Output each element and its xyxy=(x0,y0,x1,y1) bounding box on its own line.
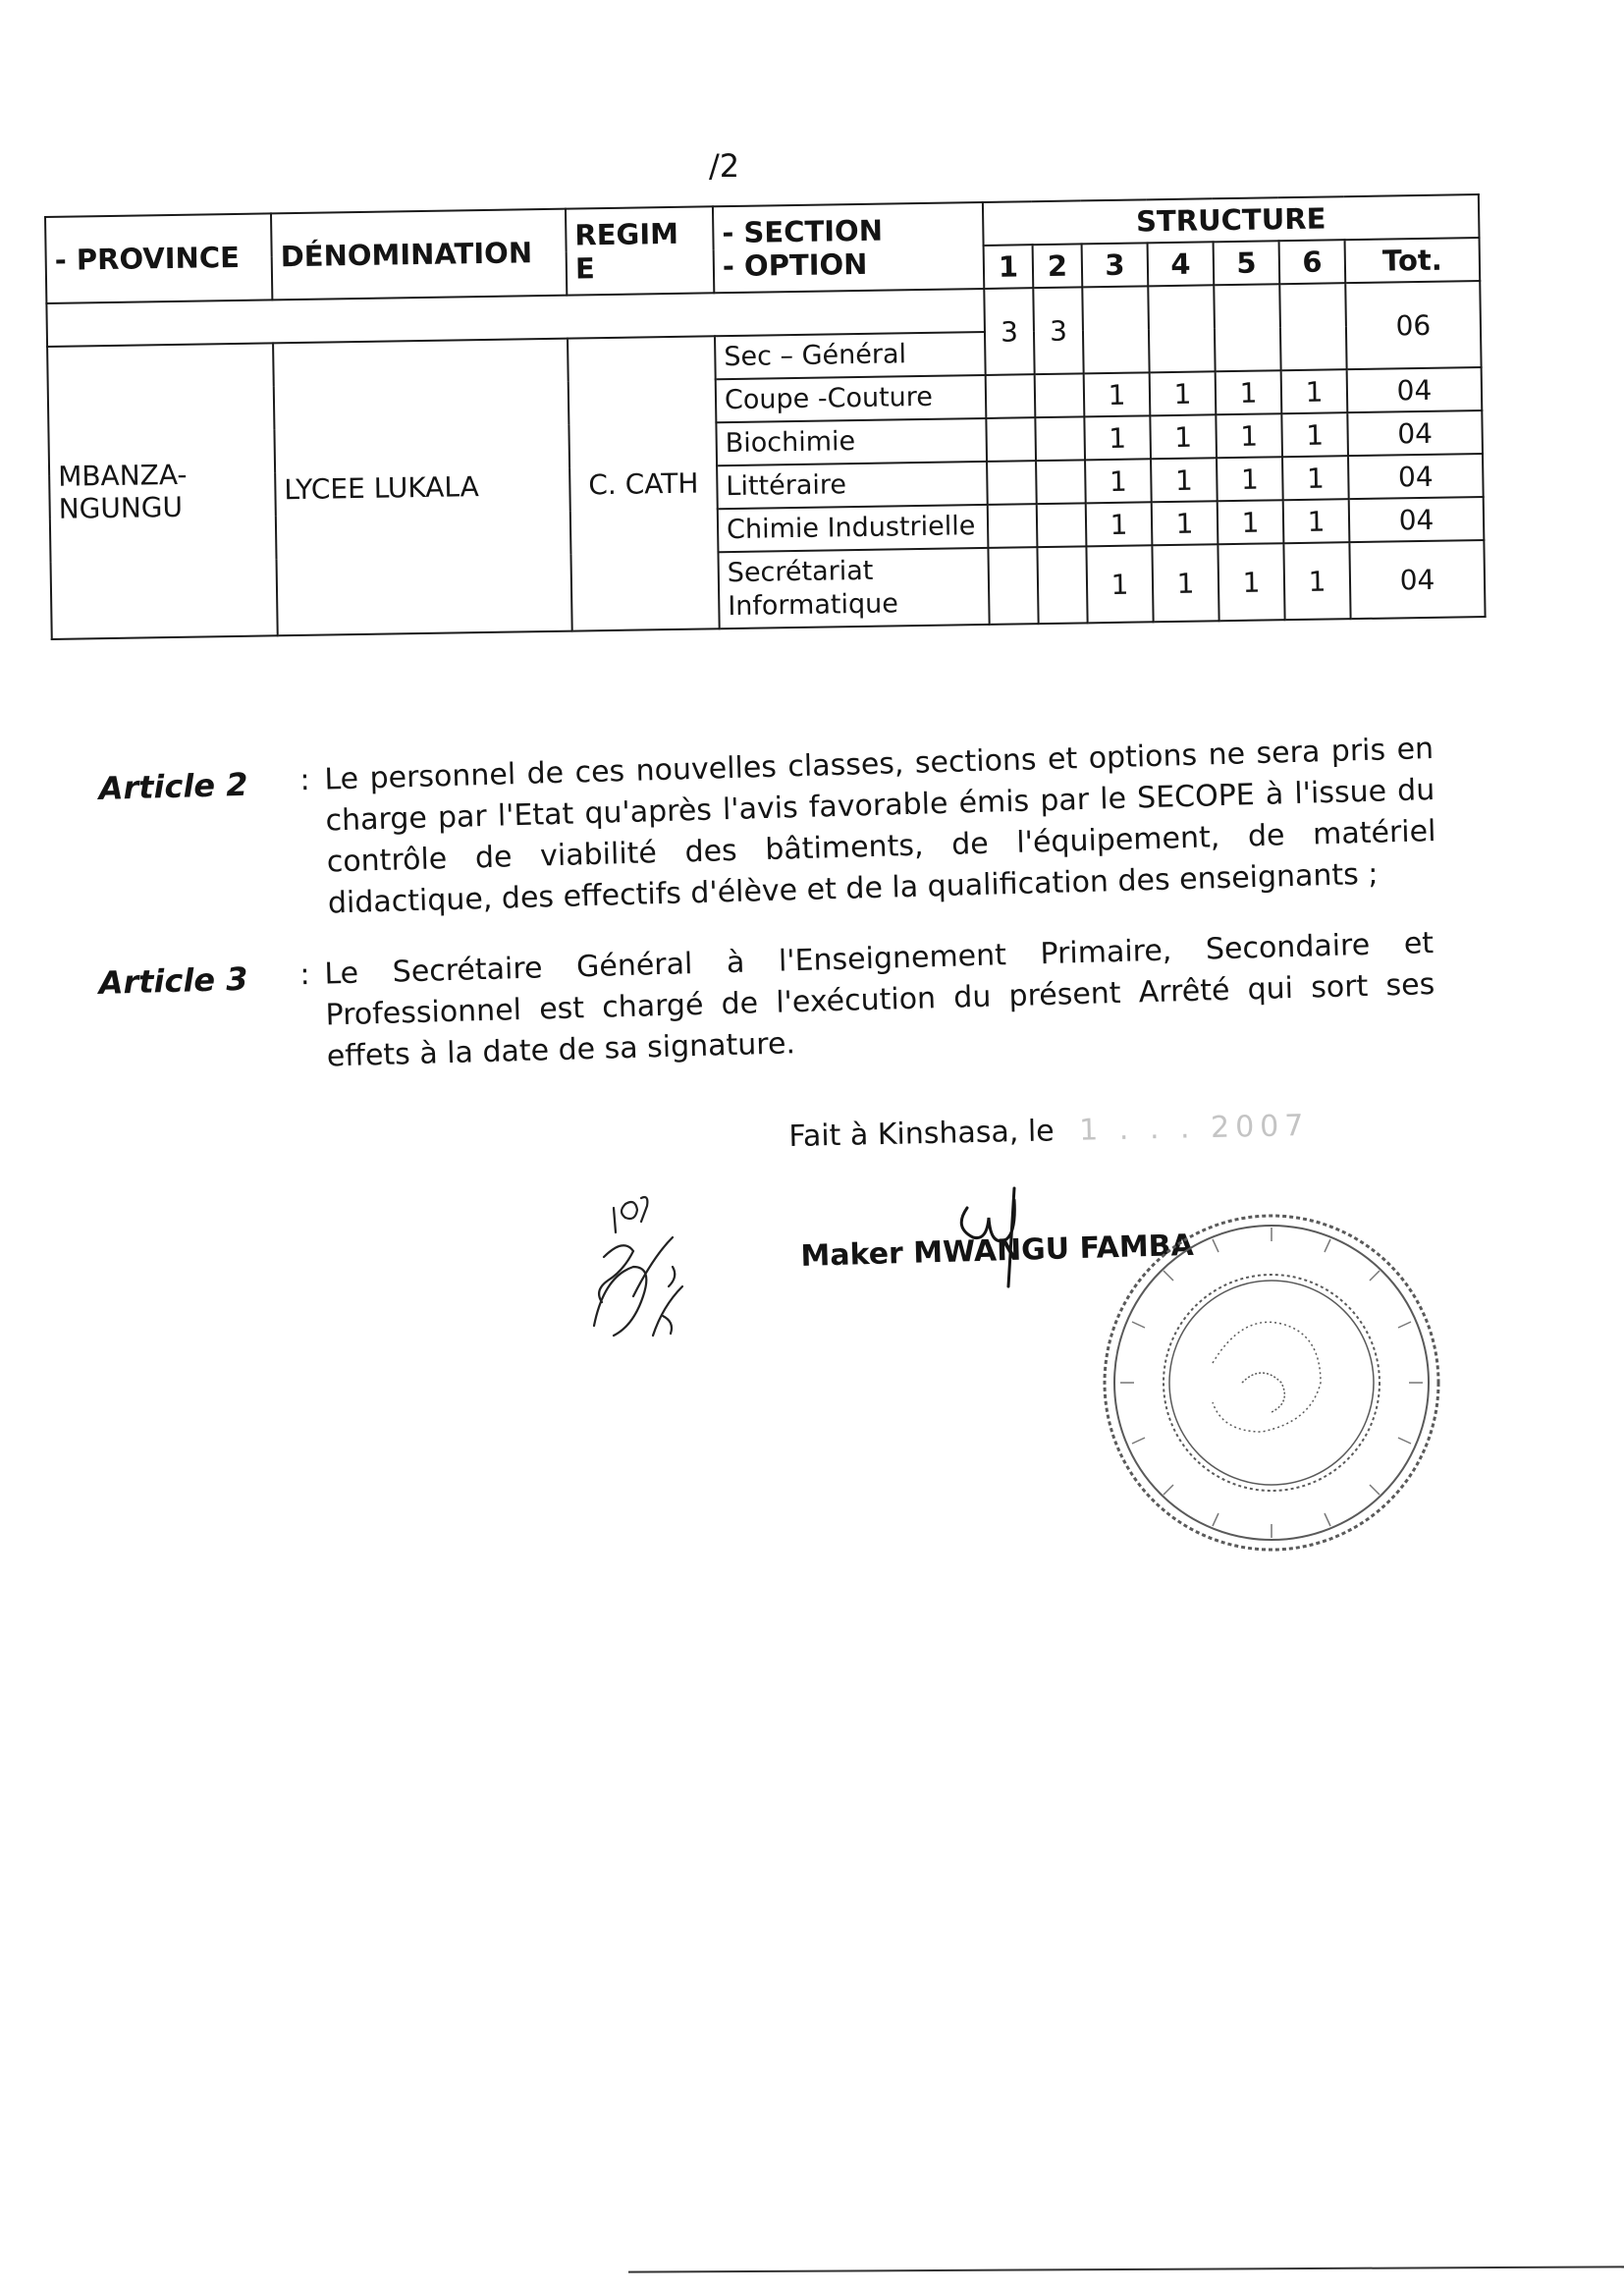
cell-value: 1 xyxy=(1282,456,1349,500)
cell-value: 1 xyxy=(1216,370,1282,414)
cell-r0-c3 xyxy=(1082,286,1149,373)
cell-value xyxy=(988,504,1038,548)
cell-province: MBANZA-NGUNGU xyxy=(47,343,278,639)
cell-value: 1 xyxy=(1084,415,1151,460)
cell-value: 1 xyxy=(1151,458,1218,502)
article-colon: : xyxy=(298,956,311,993)
cell-value: 1 xyxy=(1217,457,1283,501)
article-label: Article 3 xyxy=(98,959,248,1002)
structure-table-wrapper xyxy=(44,193,1485,640)
header-option: - OPTION xyxy=(722,246,868,284)
handwritten-initials-icon xyxy=(565,1188,722,1375)
page-number: /2 xyxy=(709,147,740,185)
article-colon: : xyxy=(298,762,311,798)
header-structure: STRUCTURE xyxy=(983,194,1480,246)
cell-denomination: LYCEE LUKALA xyxy=(273,339,572,636)
cell-value: 1 xyxy=(1086,545,1153,623)
article-label: Article 2 xyxy=(98,765,248,807)
cell-value: 1 xyxy=(1283,542,1350,620)
cell-value: 1 xyxy=(1150,371,1217,415)
cell-value xyxy=(1037,503,1087,547)
cell-total: 04 xyxy=(1349,497,1485,542)
cell-value: 1 xyxy=(1281,412,1348,457)
cell-value xyxy=(986,374,1036,418)
cell-r0-total: 06 xyxy=(1345,281,1481,369)
articles-section xyxy=(98,732,1436,1114)
cell-value: 1 xyxy=(1152,544,1218,622)
cell-value: 1 xyxy=(1281,369,1348,413)
cell-option: Chimie Industrielle xyxy=(718,505,989,552)
cell-value: 1 xyxy=(1283,499,1350,543)
cell-value xyxy=(988,547,1038,625)
cell-value xyxy=(1035,416,1085,461)
cell-value: 1 xyxy=(1152,501,1218,545)
cell-value: 1 xyxy=(1218,500,1284,544)
signature-icon xyxy=(947,1178,1036,1296)
date-stamp: 1 . . . 2007 xyxy=(1078,1108,1310,1148)
cell-value: 1 xyxy=(1086,502,1153,546)
cell-value: 1 xyxy=(1216,413,1282,458)
header-section: - SECTION xyxy=(722,213,884,250)
signatory-name: Maker MWANGU FAMBA xyxy=(800,1228,1195,1274)
cell-r0-c5 xyxy=(1214,284,1280,371)
header-col-1: 1 xyxy=(984,245,1034,289)
header-col-4: 4 xyxy=(1148,242,1215,286)
cell-value: 1 xyxy=(1084,372,1151,416)
cell-option: Coupe -Couture xyxy=(716,375,987,422)
cell-total: 04 xyxy=(1347,410,1483,456)
header-col-6: 6 xyxy=(1279,240,1346,284)
closing-line xyxy=(788,1109,1310,1154)
header-col-5: 5 xyxy=(1214,241,1280,285)
header-regime: REGIM E xyxy=(566,206,714,295)
cell-value xyxy=(987,461,1037,505)
cell-value: 1 xyxy=(1085,459,1152,503)
cell-r0-c1: 3 xyxy=(984,288,1034,375)
article-text: Le Secrétaire Général à l'Enseignement Primaire, Secondaire et Professionnel est chargé de l'exécution du présent Arrêté qui sort ses effets à la date de sa signature. xyxy=(323,926,1435,1074)
header-denomination: DÉNOMINATION xyxy=(271,209,567,300)
header-section-option xyxy=(713,202,984,293)
cell-option: Sec – Général xyxy=(715,332,986,379)
article-text: Le personnel de ces nouvelles classes, sections et options ne sera pris en charge par l'Etat qu'après l'avis favorable émis par le SECOPE à l'issue du contrôle de viabilité des bâtiments, de l'équipement, de matériel didactique, des effectifs d'élève et de la qualification des enseignants ; xyxy=(323,732,1436,921)
cell-option: Littéraire xyxy=(717,462,988,509)
cell-r0-c4 xyxy=(1148,285,1215,372)
header-col-total: Tot. xyxy=(1345,238,1481,283)
cell-value xyxy=(1036,460,1086,504)
header-col-2: 2 xyxy=(1033,244,1083,288)
header-col-3: 3 xyxy=(1082,243,1149,287)
closing-place: Fait à Kinshasa, le xyxy=(788,1114,1056,1154)
cell-total: 04 xyxy=(1348,454,1484,499)
cell-option: Secrétariat Informatique xyxy=(718,548,989,628)
cell-value: 1 xyxy=(1218,543,1284,621)
cell-value xyxy=(986,417,1036,462)
cell-r0-c6 xyxy=(1279,283,1346,370)
article-2 xyxy=(98,729,1437,931)
cell-total: 04 xyxy=(1349,540,1485,619)
article-3 xyxy=(98,923,1436,1084)
structure-table xyxy=(44,193,1487,640)
cell-value xyxy=(1037,546,1087,624)
bottom-divider xyxy=(628,2266,1624,2272)
cell-r0-c2: 3 xyxy=(1033,287,1083,374)
official-seal-icon xyxy=(1095,1206,1448,1559)
cell-value xyxy=(1035,373,1085,417)
cell-regime: C. CATH xyxy=(568,336,720,630)
cell-value: 1 xyxy=(1150,414,1217,459)
cell-total: 04 xyxy=(1347,367,1483,412)
header-province: - PROVINCE xyxy=(45,213,272,303)
cell-option: Biochimie xyxy=(716,418,987,465)
